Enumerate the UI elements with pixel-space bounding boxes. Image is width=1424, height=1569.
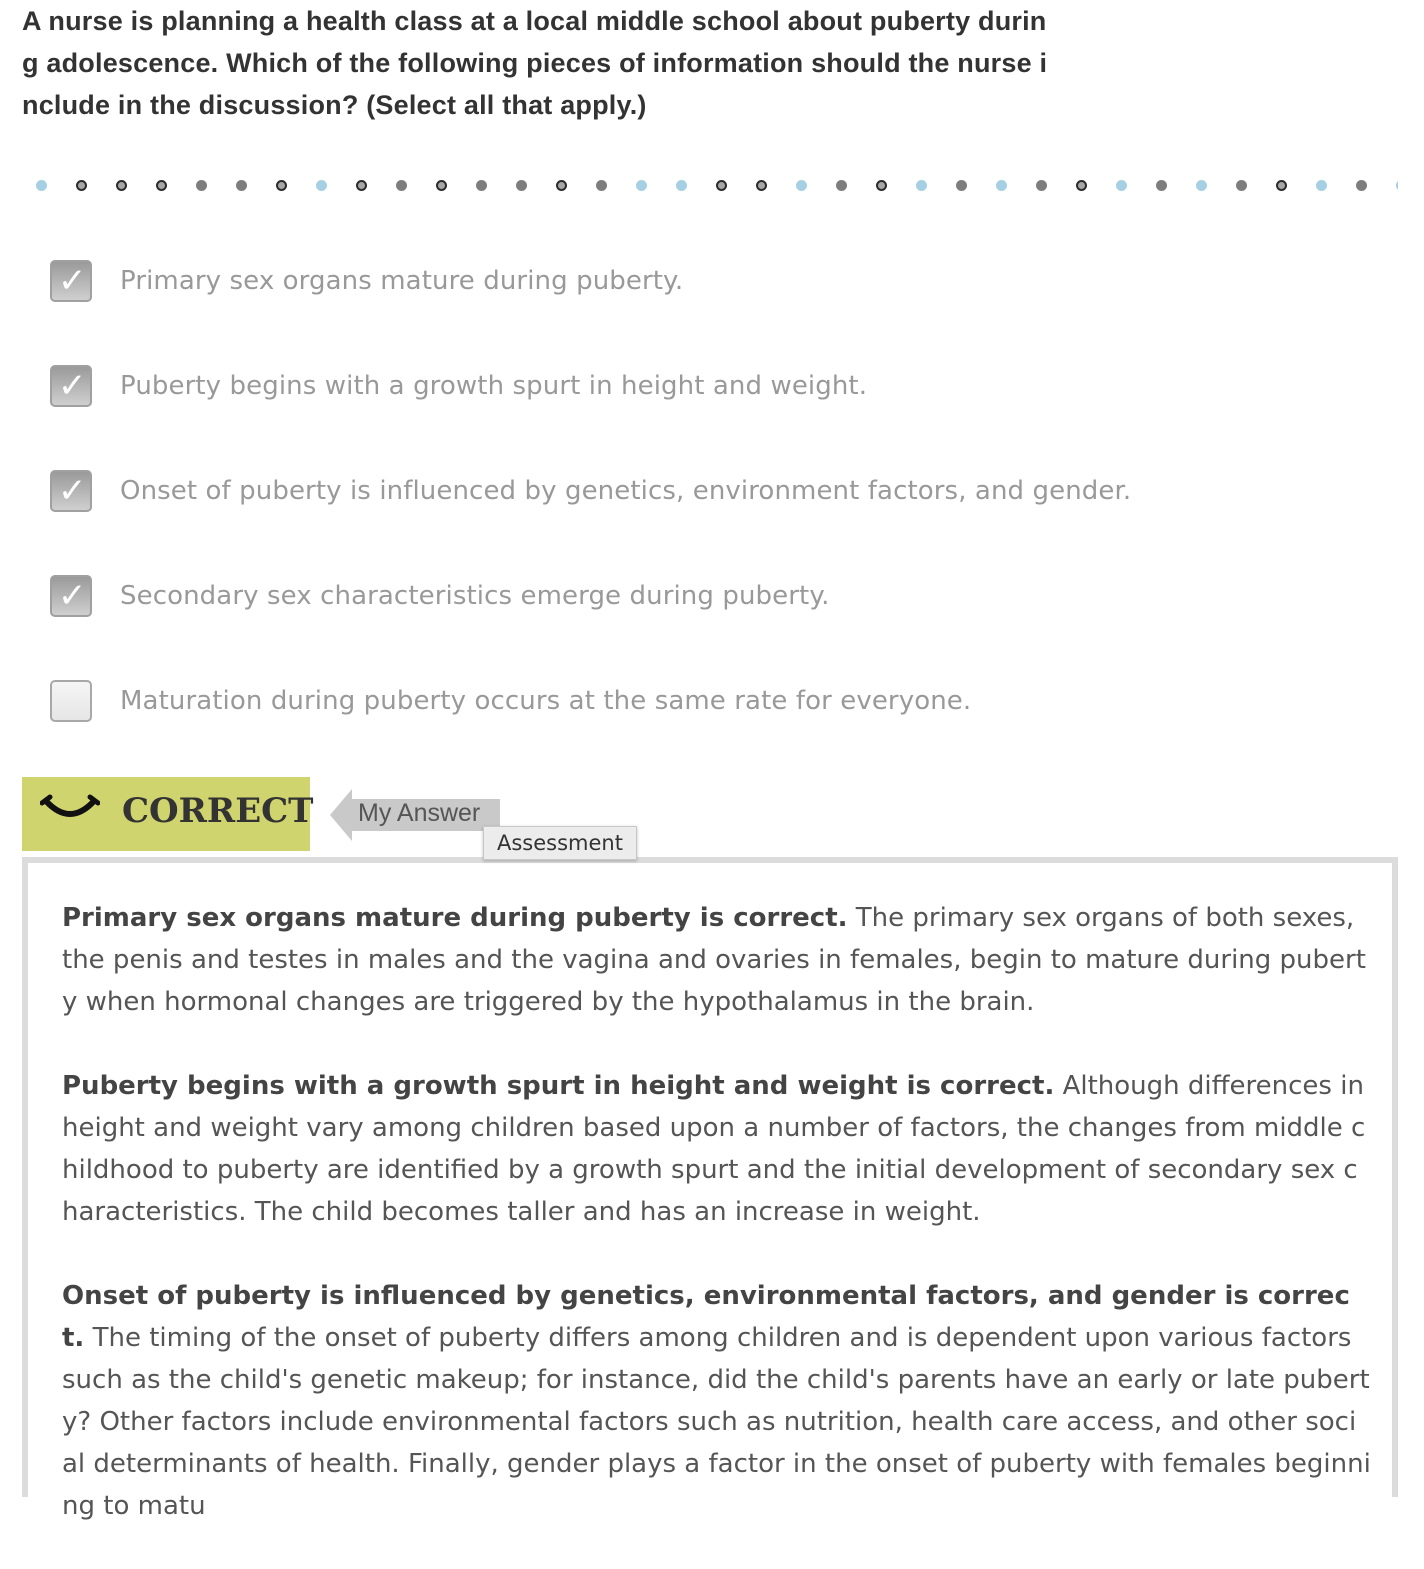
progress-dot-ring[interactable] [436,180,447,191]
checkmark-icon: ✓ [58,471,87,511]
progress-dot-gray[interactable] [516,180,527,191]
progress-dot-gray[interactable] [236,180,247,191]
rationale-text: The timing of the onset of puberty differs among children and is dependent upon various factors such as the child's genetic makeup; for instance, did the child's parents have an early or late puberty? Other factors include environmental factors such as nutrition, health care access, and other social determinants of health. Finally, gender plays a factor in the onset of puberty with females beginning to matu [62,1323,1371,1521]
progress-dot-gray[interactable] [476,180,487,191]
question-text: A nurse is planning a health class at a local middle school about puberty during adolescence. Which of the following pieces of information should the nurse include in the discussion? (Select all that apply.) [22,6,1048,120]
progress-dot-gray[interactable] [956,180,967,191]
progress-dot-ring[interactable] [356,180,367,191]
progress-dot-gray[interactable] [1356,180,1367,191]
rationale-text: The primary sex organs of both sexes, the penis and testes in males and the vagina and ovaries in females, begin to mature during puberty when hormonal changes are triggered by the hypothalamus in the brain. [62,903,1366,1017]
progress-dot-gray[interactable] [396,180,407,191]
progress-dot-blue[interactable] [316,180,327,191]
progress-dot-blue[interactable] [636,180,647,191]
rationale-heading: Puberty begins with a growth spurt in height and weight is correct. [62,1071,1055,1101]
progress-dot-blue[interactable] [996,180,1007,191]
rationale-panel [22,857,1398,1521]
option-label: Maturation during puberty occurs at the same rate for everyone. [120,686,972,716]
progress-dot-blue[interactable] [1396,180,1398,191]
progress-dot-blue[interactable] [676,180,687,191]
question-progress-dots [0,175,1398,197]
rationale-paragraph [62,1065,1372,1233]
option-label: Puberty begins with a growth spurt in height and weight. [120,371,868,401]
checkbox[interactable] [50,470,92,512]
progress-dot-ring[interactable] [276,180,287,191]
progress-dot-ring[interactable] [556,180,567,191]
answer-option[interactable] [50,573,1250,619]
progress-dot-blue[interactable] [1116,180,1127,191]
progress-dot-blue[interactable] [1316,180,1327,191]
checkbox[interactable] [50,680,92,722]
progress-dot-ring[interactable] [756,180,767,191]
progress-dot-gray[interactable] [596,180,607,191]
checkmark-icon: ✓ [58,366,87,406]
checkmark-icon: ✓ [58,261,87,301]
option-label: Primary sex organs mature during puberty. [120,266,684,296]
arrow-left-icon [330,789,352,841]
answer-option[interactable] [50,258,1250,304]
progress-dot-ring[interactable] [156,180,167,191]
checkbox[interactable] [50,365,92,407]
progress-dot-ring[interactable] [876,180,887,191]
rationale-content [62,897,1372,1569]
result-banner [22,777,314,851]
progress-dot-gray[interactable] [196,180,207,191]
progress-dot-ring[interactable] [1076,180,1087,191]
progress-dot-blue[interactable] [36,180,47,191]
rationale-paragraph [62,897,1372,1023]
checkmark-icon: ✓ [58,576,87,616]
checkbox[interactable] [50,575,92,617]
rationale-text: Although differences in height and weight vary among children based upon a number of factors, the changes from middle childhood to puberty are identified by a growth spurt and the initial development of secondary sex characteristics. The child becomes taller and has an increase in weight. [62,1071,1366,1227]
my-answer-label: My Answer [358,799,481,827]
answer-option[interactable] [50,468,1250,514]
rationale-heading: Onset of puberty is influenced by genetics, environmental factors, and gender is correct. [62,1281,1350,1353]
answer-option[interactable] [50,678,1250,724]
progress-dot-blue[interactable] [796,180,807,191]
option-label: Onset of puberty is influenced by genetics, environment factors, and gender. [120,476,1132,506]
progress-dot-gray[interactable] [1236,180,1247,191]
progress-dot-blue[interactable] [1196,180,1207,191]
progress-dot-ring[interactable] [1276,180,1287,191]
tooltip: Assessment [483,826,637,860]
progress-dot-ring[interactable] [116,180,127,191]
smile-icon [40,793,100,823]
progress-dot-ring[interactable] [76,180,87,191]
progress-dot-ring[interactable] [716,180,727,191]
answer-option[interactable] [50,363,1250,409]
rationale-heading: Primary sex organs mature during puberty is correct. [62,903,848,933]
progress-dot-gray[interactable] [836,180,847,191]
progress-dot-gray[interactable] [1036,180,1047,191]
option-label: Secondary sex characteristics emerge during puberty. [120,581,830,611]
checkbox[interactable] [50,260,92,302]
result-label: CORRECT [122,791,314,831]
progress-dot-gray[interactable] [1156,180,1167,191]
rationale-paragraph [62,1275,1372,1527]
progress-dot-blue[interactable] [916,180,927,191]
